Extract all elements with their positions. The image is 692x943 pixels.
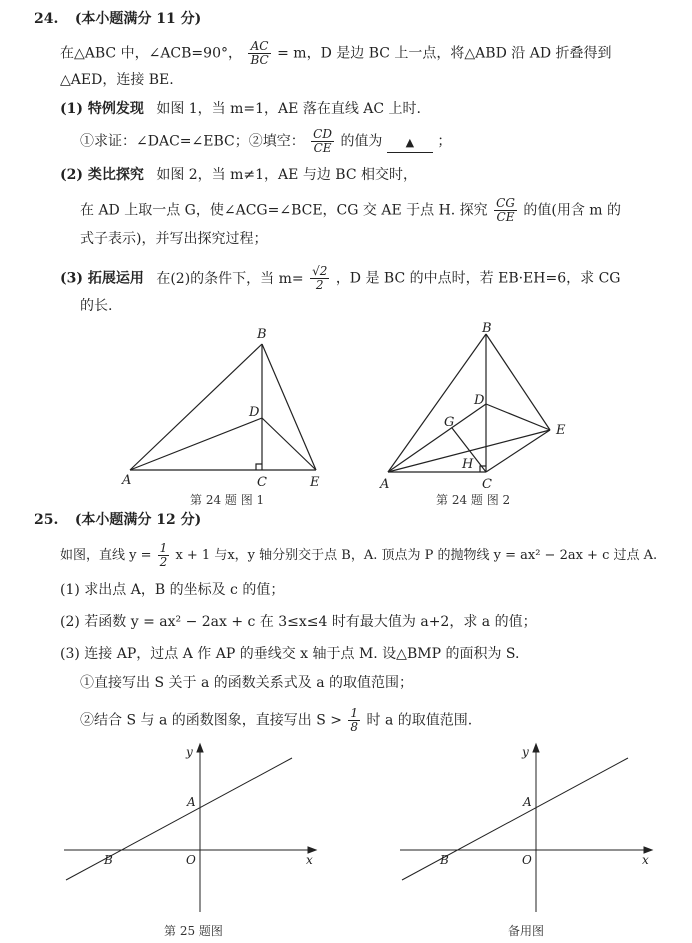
q24-part1-sub-end: ； (437, 133, 452, 150)
q24-part1-sub-pre: ①求证：∠DAC=∠EBC；②填空： (80, 133, 305, 150)
q25-figure (60, 740, 322, 920)
y-axis-arrow (197, 744, 203, 752)
label-y: y (186, 745, 193, 759)
segment-de (262, 418, 316, 470)
frac-denominator: 2 (315, 278, 324, 292)
label-x: x (642, 853, 649, 867)
right-angle-mark (256, 464, 262, 470)
label-c: C (257, 475, 267, 490)
q24-part2-label: (2) 类比探究 (60, 167, 144, 183)
q24-fig2-caption: 第 24 题 图 2 (436, 493, 511, 507)
q24-part2-text: 如图 2，当 m≠1，AE 与边 BC 相交时， (156, 167, 417, 183)
q25-spare-figure (396, 740, 658, 920)
frac-denominator: CE (496, 210, 515, 224)
segment-ab (130, 344, 262, 470)
q24-frac-ac-bc (248, 40, 270, 67)
label-b: B (257, 327, 267, 342)
q24-part2 (60, 166, 417, 184)
frac-numerator: 1 (159, 541, 168, 555)
segment-be (486, 334, 550, 430)
q24-part1-sub (80, 128, 451, 155)
q24-frac-sqrt2 (310, 265, 329, 292)
frac-denominator: 8 (350, 720, 359, 734)
frac-denominator: 2 (159, 555, 168, 569)
label-b: B (440, 853, 449, 867)
q24-frac-cg-ce (494, 197, 517, 224)
q24-stem1-post: = m，D 是边 BC 上一点，将△ABD 沿 AD 折叠得到 (277, 45, 612, 62)
q25-part3-sub2-post: 时 a 的取值范围. (366, 712, 473, 729)
q24-part1 (60, 100, 421, 118)
line-ab (66, 758, 292, 880)
label-c: C (482, 477, 492, 492)
q25-part3: (3) 连接 AP，过点 A 作 AP 的垂线交 x 轴于点 M. 设△BMP 的面积为 S. (60, 646, 520, 662)
label-e: E (310, 475, 320, 490)
label-a: A (122, 473, 132, 488)
segment-ad (130, 418, 262, 470)
q25-stem-post: x + 1 与x，y 轴分别交于点 B，A. 顶点为 P 的抛物线 y = ax² − 2ax + c 过点 A. (175, 548, 658, 563)
q24-number: 24. (34, 11, 59, 27)
q24-part3-label: (3) 拓展运用 (60, 270, 144, 287)
label-o: O (186, 853, 196, 867)
y-axis-arrow (533, 744, 539, 752)
label-d: D (474, 393, 485, 408)
label-a: A (380, 477, 390, 492)
label-h: H (462, 457, 474, 472)
frac-numerator: AC (248, 40, 270, 54)
q24-part1-sub-mid: 的值为 (340, 133, 383, 150)
q24-stem-line1 (60, 40, 612, 67)
q25-header (34, 511, 201, 529)
label-b: B (104, 853, 113, 867)
label-e: E (556, 423, 566, 438)
q24-stem-line2: △AED，连接 BE. (60, 72, 174, 88)
q24-part1-label: (1) 特例发现 (60, 101, 144, 117)
segment-ce (486, 430, 550, 472)
label-x: x (306, 853, 313, 867)
q25-number: 25. (34, 512, 59, 528)
label-a: A (523, 795, 532, 809)
q25-fig-caption: 第 25 题图 (164, 924, 223, 938)
segment-be (262, 344, 316, 470)
q25-stem (60, 542, 657, 569)
label-g: G (444, 415, 455, 430)
q25-frac-eighth (348, 707, 360, 734)
q25-stem-pre: 如图，直线 y = (60, 548, 152, 563)
q24-part3-post: ，D 是 BC 的中点时，若 EB·EH=6，求 CG (335, 270, 621, 287)
q24-part2-line2-post: 的值(用含 m 的 (523, 202, 622, 219)
q25-part1: (1) 求出点 A，B 的坐标及 c 的值； (60, 582, 285, 598)
q25-part3-sub2-pre: ②结合 S 与 a 的函数图象，直接写出 S > (80, 712, 342, 729)
label-a: A (187, 795, 196, 809)
q24-part3-pre: 在(2)的条件下，当 m= (156, 270, 304, 287)
frac-numerator: √2 (312, 264, 328, 278)
q24-part2-line2 (80, 197, 621, 224)
q24-part3 (60, 265, 620, 292)
line-ab (402, 758, 628, 880)
label-o: O (522, 853, 532, 867)
answer-blank: ▲ (387, 134, 433, 153)
segment-de (486, 404, 550, 430)
q24-score: (本小题满分 11 分) (74, 11, 202, 27)
q24-frac-cd-ce (311, 128, 334, 155)
frac-numerator: CG (496, 196, 515, 210)
q25-part3-sub2 (80, 707, 472, 734)
q24-part1-text: 如图 1，当 m=1，AE 落在直线 AC 上时. (156, 101, 422, 117)
frac-denominator: CE (313, 141, 332, 155)
label-b: B (482, 321, 492, 336)
frac-denominator: BC (250, 53, 269, 67)
q25-part3-sub1: ①直接写出 S 关于 a 的函数关系式及 a 的取值范围； (80, 675, 413, 691)
q24-part3-line2: 的长. (80, 298, 113, 314)
q24-part2-line2-pre: 在 AD 上取一点 G，使∠ACG=∠BCE，CG 交 AE 于点 H. 探究 (80, 202, 488, 219)
q24-header (34, 10, 201, 28)
q25-spare-caption: 备用图 (508, 924, 545, 938)
label-y: y (522, 745, 529, 759)
label-d: D (249, 405, 260, 420)
q24-stem1-pre: 在△ABC 中，∠ACB=90°， (60, 45, 242, 62)
q24-fig1-caption: 第 24 题 图 1 (190, 493, 265, 507)
q25-score: (本小题满分 12 分) (74, 512, 202, 528)
q25-frac-half (158, 542, 170, 569)
q25-part2: (2) 若函数 y = ax² − 2ax + c 在 3≤x≤4 时有最大值为 a+2，求 a 的值； (60, 614, 537, 630)
q24-figure-1 (120, 322, 335, 492)
segment-ab (388, 334, 486, 472)
q24-figure-2 (378, 320, 578, 492)
frac-numerator: CD (313, 127, 332, 141)
frac-numerator: 1 (350, 706, 359, 720)
q24-part2-line3: 式子表示)，并写出探究过程； (80, 231, 268, 247)
